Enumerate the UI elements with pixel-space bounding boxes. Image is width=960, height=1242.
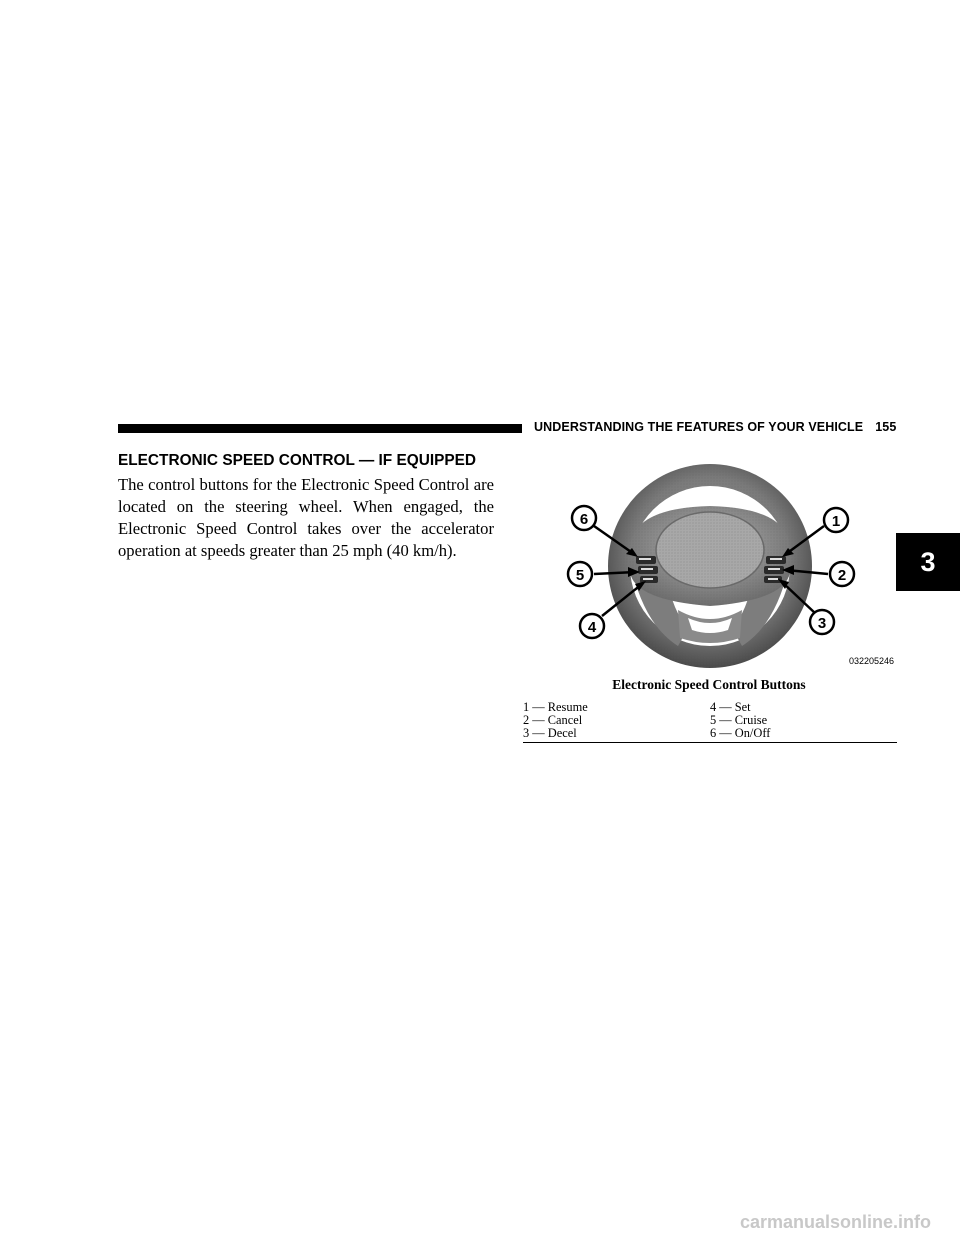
callout-1-label: 1 [831,513,841,530]
section-heading: ELECTRONIC SPEED CONTROL — IF EQUIPPED [118,452,477,469]
callout-6-label: 6 [579,511,589,528]
legend-item-set: 4 — Set [710,700,751,714]
callout-5-label: 5 [575,567,585,584]
figure-image-code: 032205246 [848,656,894,666]
header-rule [118,424,522,433]
callout-4-label: 4 [587,619,597,636]
callout-3-label: 3 [817,615,827,632]
section-body: The control buttons for the Electronic Speed Control are located on the steering wheel. When engaged, the Electronic Speed Control takes over the accelerator operation at speeds greater than 25 mph (40 km/h). [118,475,494,560]
legend-item-on-off: 6 — On/Off [710,726,771,740]
callout-5 [568,562,592,586]
steering-wheel-illustration [560,450,896,672]
running-header [534,420,896,434]
chapter-tab: 3 [896,533,960,591]
page-number: 155 [875,420,897,434]
watermark: carmanualsonline.info [740,1212,932,1232]
legend-item-cruise: 5 — Cruise [710,713,768,727]
running-title: UNDERSTANDING THE FEATURES OF YOUR VEHICLE [534,420,864,434]
figure-legend [523,701,897,743]
callout-4 [580,614,604,638]
legend-item-cancel: 2 — Cancel [523,713,583,727]
figure-caption: Electronic Speed Control Buttons [612,677,806,692]
callout-2-label: 2 [837,567,847,584]
steering-wheel-figure [560,450,896,672]
legend-item-resume: 1 — Resume [523,700,588,714]
callout-2 [830,562,854,586]
legend-item-decel: 3 — Decel [523,726,577,740]
callout-1 [824,508,848,532]
callout-6 [572,506,596,530]
callout-3 [810,610,834,634]
